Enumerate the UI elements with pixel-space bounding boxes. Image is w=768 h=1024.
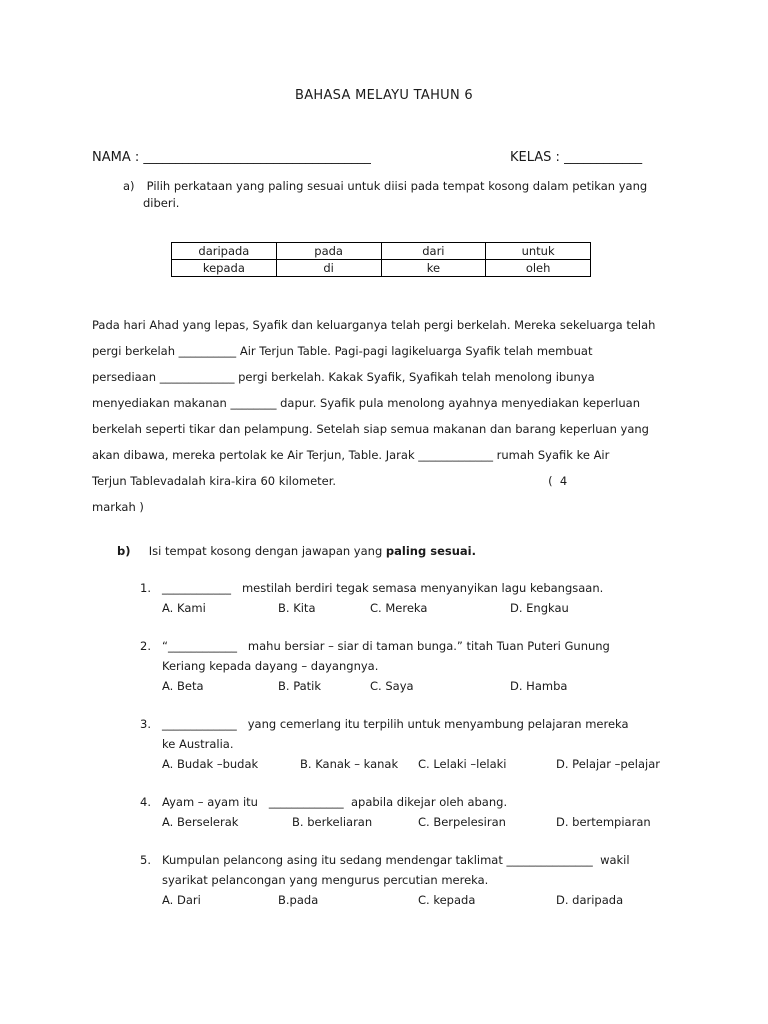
option-c[interactable]: C. Berpelesiran [418, 815, 506, 829]
option-a[interactable]: A. Berselerak [162, 815, 239, 829]
option-b[interactable]: B.pada [278, 893, 319, 907]
part-b-instruction-emphasis: paling sesuai. [385, 544, 476, 558]
part-a-instruction-line2: diberi. [143, 196, 180, 210]
passage-line: berkelah seperti tikar dan pelampung. Setelah siap semua makanan dan barang keperluan yang [92, 422, 649, 436]
question-1 [140, 578, 680, 618]
option-a[interactable]: A. Dari [162, 893, 201, 907]
table-cell: kepada [172, 260, 277, 277]
part-a-label: a) [123, 179, 135, 193]
table-cell: untuk [486, 243, 591, 260]
part-b-label: b) [117, 544, 131, 558]
option-d[interactable]: D. Engkau [510, 601, 569, 615]
option-c[interactable]: C. Mereka [370, 601, 428, 615]
option-d[interactable]: D. bertempiaran [556, 815, 651, 829]
table-row [172, 243, 591, 260]
answer-options [140, 812, 680, 832]
option-a[interactable]: A. Budak –budak [162, 757, 259, 771]
question-text: Ayam – ayam itu _____________ apabila dikejar oleh abang. [162, 795, 508, 809]
passage-line: markah ) [92, 500, 144, 514]
table-cell: oleh [486, 260, 591, 277]
answer-options [140, 598, 680, 618]
option-b[interactable]: B. Patik [278, 679, 322, 693]
passage-line: menyediakan makanan ________ dapur. Syafik pula menolong ayahnya menyediakan keperluan [92, 396, 640, 410]
option-c[interactable]: C. Lelaki –lelaki [418, 757, 507, 771]
page-title: BAHASA MELAYU TAHUN 6 [295, 88, 473, 103]
option-b[interactable]: B. Kita [278, 601, 316, 615]
class-field[interactable]: KELAS : ____________ [510, 150, 643, 165]
part-a-instruction-line1: Pilih perkataan yang paling sesuai untuk diisi pada tempat kosong dalam petikan yang [146, 179, 648, 193]
question-2 [140, 636, 680, 696]
question-text-continued: syarikat pelancongan yang mengurus percutian mereka. [162, 873, 489, 887]
question-number: 2. [140, 639, 151, 653]
answer-options [140, 754, 680, 774]
answer-options [140, 676, 680, 696]
table-cell: pada [276, 243, 381, 260]
question-text-continued: ke Australia. [162, 737, 234, 751]
table-cell: dari [381, 243, 486, 260]
passage-line: Pada hari Ahad yang lepas, Syafik dan keluarganya telah pergi berkelah. Mereka sekeluarga telah [92, 318, 656, 332]
part-a-instruction [123, 179, 647, 193]
passage [92, 312, 676, 520]
passage-line: persediaan _____________ pergi berkelah. Kakak Syafik, Syafikah telah menolong ibunya [92, 370, 595, 384]
option-c[interactable]: C. kepada [418, 893, 476, 907]
option-c[interactable]: C. Saya [370, 679, 414, 693]
passage-line: akan dibawa, mereka pertolak ke Air Terjun, Table. Jarak _____________ rumah Syafik ke Air [92, 448, 610, 462]
part-b-instruction-text: Isi tempat kosong dengan jawapan yang [148, 544, 383, 558]
passage-line: Terjun Tablevadalah kira-kira 60 kilometer. ( 4 [92, 474, 568, 488]
option-b[interactable]: B. Kanak – kanak [300, 757, 399, 771]
question-number: 3. [140, 717, 151, 731]
option-b[interactable]: B. berkeliaran [292, 815, 373, 829]
answer-options [140, 890, 680, 910]
table-cell: daripada [172, 243, 277, 260]
question-text: “____________ mahu bersiar – siar di taman bunga.” titah Tuan Puteri Gunung [162, 639, 610, 653]
question-number: 4. [140, 795, 151, 809]
option-a[interactable]: A. Kami [162, 601, 206, 615]
question-number: 5. [140, 853, 151, 867]
word-choice-table [171, 242, 591, 277]
question-text-continued: Keriang kepada dayang – dayangnya. [162, 659, 379, 673]
question-text: Kumpulan pelancong asing itu sedang mendengar taklimat _______________ wakil [162, 853, 630, 867]
option-a[interactable]: A. Beta [162, 679, 204, 693]
part-b-instruction [117, 544, 476, 558]
question-text: ____________ mestilah berdiri tegak semasa menyanyikan lagu kebangsaan. [162, 581, 604, 595]
name-field[interactable]: NAMA : ___________________________________ [92, 150, 371, 165]
question-5 [140, 850, 680, 910]
table-cell: di [276, 260, 381, 277]
table-row [172, 260, 591, 277]
option-d[interactable]: D. daripada [556, 893, 624, 907]
question-4 [140, 792, 680, 832]
option-d[interactable]: D. Hamba [510, 679, 568, 693]
passage-line: pergi berkelah __________ Air Terjun Table. Pagi-pagi lagikeluarga Syafik telah membuat [92, 344, 593, 358]
question-number: 1. [140, 581, 151, 595]
question-3 [140, 714, 680, 774]
table-cell: ke [381, 260, 486, 277]
question-text: _____________ yang cemerlang itu terpilih untuk menyambung pelajaran mereka [162, 717, 629, 731]
option-d[interactable]: D. Pelajar –pelajar [556, 757, 660, 771]
